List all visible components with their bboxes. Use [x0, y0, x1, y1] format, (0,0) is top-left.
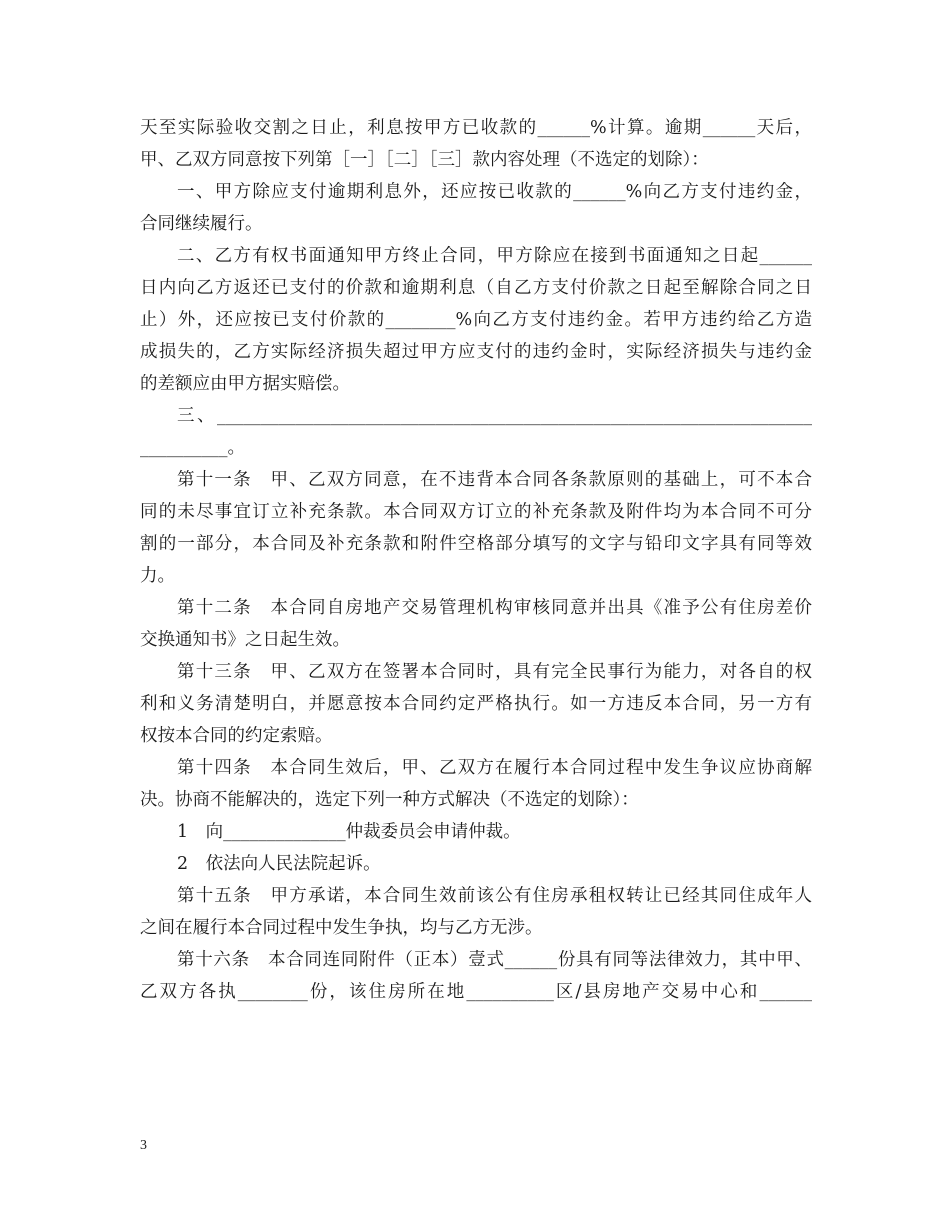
- text-line: 1 向______________仲裁委员会申请仲裁。: [177, 822, 521, 842]
- text-line: 2 依法向人民法院起诉。: [177, 854, 381, 874]
- text-line: 同的未尽事宜订立补充条款。本合同双方订立的补充条款及附件均为本合同不可分: [140, 502, 812, 522]
- text-line: 决。协商不能解决的，选定下列一种方式解决（不选定的划除）：: [140, 790, 639, 810]
- text-line: 之间在履行本合同过程中发生争执，均与乙方无涉。: [140, 918, 543, 938]
- text-line: 三、____________________________________________________________________: [177, 406, 812, 426]
- text-line: 第十三条 甲、乙双方在签署本合同时，具有完全民事行为能力，对各自的权: [177, 662, 812, 682]
- text-line: 利和义务清楚明白，并愿意按本合同约定严格执行。如一方违反本合同，另一方有: [140, 694, 812, 714]
- page-number: 3: [140, 1138, 147, 1153]
- text-line: 权按本合同的约定索赔。: [140, 726, 333, 746]
- text-line: 第十二条 本合同自房地产交易管理机构审核同意并出具《准予公有住房差价: [177, 598, 812, 618]
- text-line: 止）外，还应按已支付价款的________%向乙方支付违约金。若甲方违约给乙方造: [140, 310, 812, 330]
- text-line: 日内向乙方返还已支付的价款和逾期利息（自乙方支付价款之日起至解除合同之日: [140, 278, 812, 298]
- document-page: [140, 112, 812, 1008]
- text-line: 力。: [140, 566, 175, 586]
- text-line: 第十四条 本合同生效后，甲、乙双方在履行本合同过程中发生争议应协商解: [177, 758, 812, 778]
- text-line: 一、甲方除应支付逾期利息外，还应按已收款的______%向乙方支付违约金，: [177, 182, 812, 202]
- text-line: 甲、乙双方同意按下列第［一］［二］［三］款内容处理（不选定的划除）：: [140, 150, 709, 170]
- text-line: 合同继续履行。: [140, 214, 263, 234]
- text-line: 二、乙方有权书面通知甲方终止合同，甲方除应在接到书面通知之日起______: [177, 246, 812, 266]
- text-line: 交换通知书》之日起生效。: [140, 630, 350, 650]
- text-line: 第十六条 本合同连同附件（正本）壹式______份具有同等法律效力，其中甲、: [177, 950, 812, 970]
- text-line: 的差额应由甲方据实赔偿。: [140, 374, 350, 394]
- text-line: 第十五条 甲方承诺，本合同生效前该公有住房承租权转让已经其同住成年人: [177, 886, 812, 906]
- text-line: 成损失的，乙方实际经济损失超过甲方应支付的违约金时，实际经济损失与违约金: [140, 342, 812, 362]
- text-line: 天至实际验收交割之日止，利息按甲方已收款的______%计算。逾期______天后，: [140, 118, 812, 138]
- text-line: 割的一部分，本合同及补充条款和附件空格部分填写的文字与铅印文字具有同等效: [140, 534, 812, 554]
- text-line: 第十一条 甲、乙双方同意，在不违背本合同各条款原则的基础上，可不本合: [177, 470, 812, 490]
- text-line: 乙双方各执________份，该住房所在地__________区/县房地产交易中心和______: [140, 982, 812, 1002]
- text-line: __________。: [140, 438, 245, 458]
